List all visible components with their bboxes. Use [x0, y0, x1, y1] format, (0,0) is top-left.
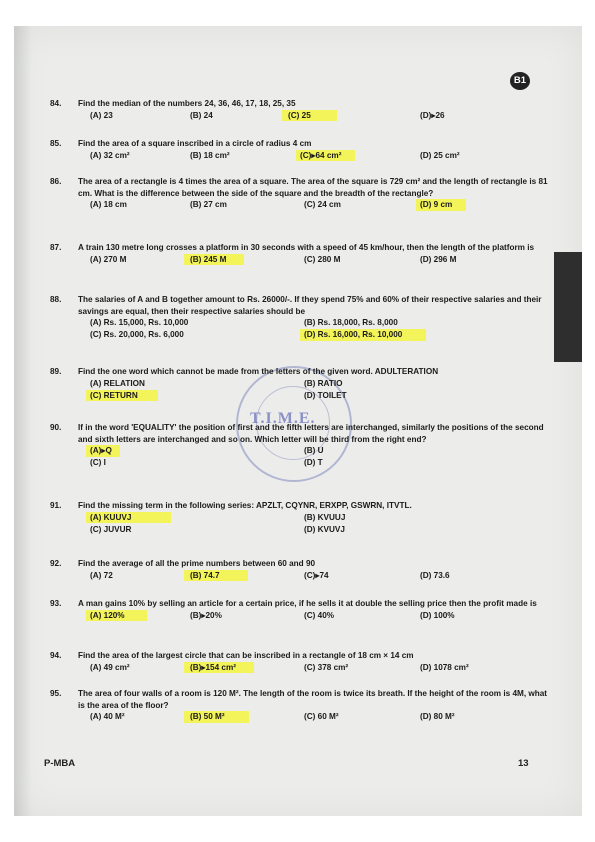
question-text: The salaries of A and B together amount to Rs. 26000/-. If they spend 75% and 60% of their respective salaries and their savings are equal, then their respective salaries should be	[78, 295, 542, 316]
question-number: 87.	[50, 243, 62, 252]
option-d: (D) T	[304, 458, 323, 468]
option-d: (D) KVUVJ	[304, 524, 345, 534]
option-a-highlighted: (A) KUUVJ	[86, 512, 171, 524]
question-number: 91.	[50, 501, 62, 510]
stamp-text: T.I.M.E.	[250, 410, 316, 427]
option-b: (B) 18 cm²	[190, 150, 230, 160]
option-c: (C) 378 cm²	[304, 662, 349, 672]
question-93	[50, 598, 555, 622]
question-text: Find the one word which cannot be made from the letters of the given word. ADULTERATION	[78, 367, 439, 376]
option-a: (A) 32 cm²	[90, 150, 130, 160]
option-c: (C) 60 M²	[304, 712, 339, 722]
section-badge: B1	[510, 72, 530, 90]
question-94	[50, 650, 555, 674]
option-d-highlighted: (D) Rs. 16,000, Rs. 10,000	[300, 329, 426, 341]
question-86	[50, 176, 555, 211]
question-text: Find the area of the largest circle that can be inscribed in a rectangle of 18 cm × 14 cm	[78, 651, 414, 660]
question-89	[50, 366, 555, 402]
option-b: (B) 24	[190, 110, 213, 120]
option-d: (D) 1078 cm²	[420, 662, 469, 672]
option-a: (A) Rs. 15,000, Rs. 10,000	[90, 318, 189, 328]
page-shadow	[14, 26, 32, 816]
question-number: 89.	[50, 367, 62, 376]
question-number: 93.	[50, 599, 62, 608]
option-b: (B) Rs. 18,000, Rs. 8,000	[304, 318, 398, 328]
question-text: Find the area of a square inscribed in a circle of radius 4 cm	[78, 139, 312, 148]
option-c: (C) 24 cm	[304, 200, 341, 210]
option-b: (B) KVUUJ	[304, 512, 346, 522]
option-a: (A) RELATION	[90, 378, 145, 388]
option-c-highlighted: (C)▸64 cm²	[296, 150, 355, 162]
question-number: 86.	[50, 177, 62, 186]
option-d: (D) 296 M	[420, 254, 457, 264]
option-b-highlighted: (B) 74.7	[184, 570, 248, 582]
option-d: (D)▸26	[420, 110, 445, 120]
option-c: (C) I	[90, 458, 106, 468]
option-d: (D) 80 M²	[420, 712, 455, 722]
option-a: (A) 40 M²	[90, 712, 125, 722]
footer-code: P-MBA	[44, 758, 76, 769]
option-a-highlighted: (A)▸Q	[86, 445, 120, 457]
option-a: (A) 72	[90, 570, 113, 580]
option-b-highlighted: (B) 50 M²	[184, 711, 249, 723]
question-92	[50, 558, 555, 582]
option-b-highlighted: (B)▸154 cm²	[184, 662, 254, 674]
question-87	[50, 242, 555, 266]
question-text: If in the word 'EQUALITY' the position of first and the fifth letters are interchanged, similarly the positions of the second and sixth letters are interchanged and so on. Which letter will be third from the right end?	[78, 423, 544, 444]
option-b: (B)▸20%	[190, 610, 222, 620]
question-90	[50, 422, 555, 469]
option-c: (C)▸74	[304, 570, 329, 580]
option-b-highlighted: (B) 245 M	[184, 254, 244, 266]
question-text: A train 130 metre long crosses a platform in 30 seconds with a speed of 45 km/hour, then the length of the platform is	[78, 243, 535, 252]
option-a: (A) 49 cm²	[90, 662, 130, 672]
question-text: The area of four walls of a room is 120 M². The length of the room is twice its breath. If the height of the room is 4M, what is the area of the floor?	[78, 689, 548, 710]
question-91	[50, 500, 555, 536]
question-95	[50, 688, 555, 723]
option-c-highlighted: (C) RETURN	[86, 390, 158, 402]
question-85	[50, 138, 555, 162]
question-text: The area of a rectangle is 4 times the area of a square. The area of the square is 729 cm² and the length of rectangle is 81 cm. What is the difference between the side of the square and the breadth of the rectangle?	[78, 177, 548, 198]
option-a: (A) 23	[90, 110, 113, 120]
question-text: Find the missing term in the following series: APZLT, CQYNR, ERXPP, GSWRN, ITVTL.	[78, 501, 412, 510]
option-b: (B) RATIO	[304, 378, 343, 388]
option-a-highlighted: (A) 120%	[86, 610, 147, 622]
option-b: (B) U	[304, 446, 324, 456]
option-c: (C) 40%	[304, 610, 335, 620]
option-c-highlighted: (C) 25	[282, 110, 337, 122]
question-number: 88.	[50, 295, 62, 304]
question-text: A man gains 10% by selling an article for a certain price, if he sells it at double the selling price then the profit made is	[78, 599, 537, 608]
question-number: 85.	[50, 139, 62, 148]
option-a: (A) 270 M	[90, 254, 127, 264]
option-d: (D) 25 cm²	[420, 150, 460, 160]
side-tab-marker	[554, 252, 582, 362]
option-d: (D) 73.6	[420, 570, 450, 580]
question-number: 84.	[50, 99, 62, 108]
question-number: 95.	[50, 689, 62, 698]
question-text: Find the median of the numbers 24, 36, 46, 17, 18, 25, 35	[78, 99, 296, 108]
option-a: (A) 18 cm	[90, 200, 127, 210]
page-number: 13	[518, 758, 529, 769]
option-d: (D) 100%	[420, 610, 455, 620]
question-text: Find the average of all the prime numbers between 60 and 90	[78, 559, 316, 568]
question-88	[50, 294, 555, 341]
option-d-highlighted: (D) 9 cm	[416, 199, 466, 211]
question-84	[50, 98, 555, 122]
question-number: 92.	[50, 559, 62, 568]
option-c: (C) Rs. 20,000, Rs. 6,000	[90, 330, 184, 340]
option-b: (B) 27 cm	[190, 200, 227, 210]
question-number: 90.	[50, 423, 62, 432]
option-c: (C) JUVUR	[90, 524, 132, 534]
question-number: 94.	[50, 651, 62, 660]
exam-page	[14, 26, 582, 816]
option-c: (C) 280 M	[304, 254, 341, 264]
option-d: (D) TOILET	[304, 390, 347, 400]
